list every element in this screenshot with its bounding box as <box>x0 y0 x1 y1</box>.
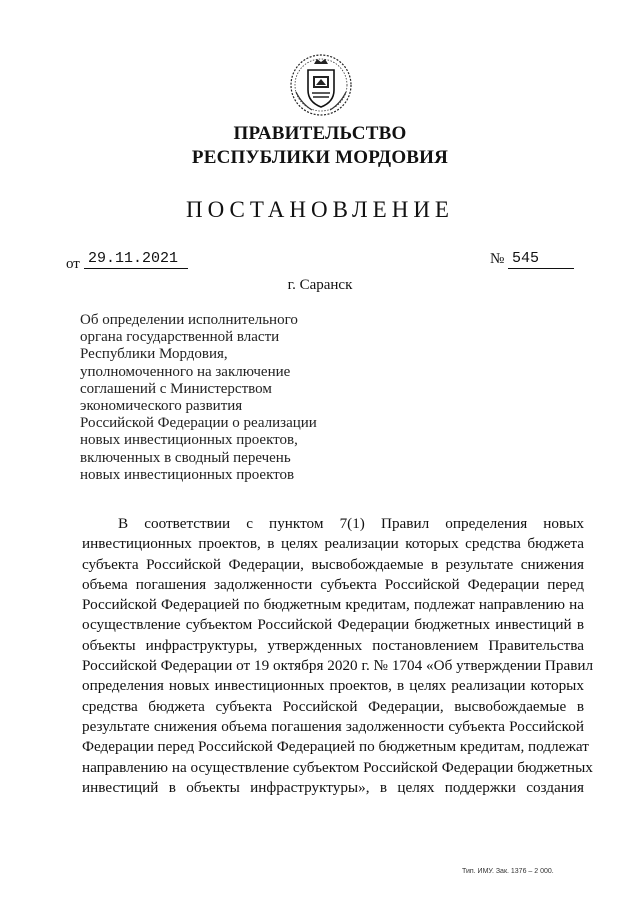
subject-line: соглашений с Министерством <box>80 380 272 397</box>
body-line: инвестиционных проектов, в целях реализации которых средства бюджета <box>82 535 584 553</box>
print-mark: Тип. ИМУ. Зак. 1376 – 2 000. <box>462 868 554 875</box>
document-date: 29.11.2021 <box>84 250 188 269</box>
subject-line: Об определении исполнительного <box>80 312 298 328</box>
subject-line: органа государственной власти <box>80 329 280 346</box>
date-prefix: от <box>66 256 80 272</box>
subject-line: новых инвестиционных проектов, <box>80 432 298 449</box>
body-line: результате снижения объема погашения задолженности субъекта Российской <box>82 717 584 735</box>
body-line: инвестиций в объекты инфраструктуры», в целях поддержки создания <box>82 778 584 796</box>
body-line: направлению на осуществление субъектом Российской Федерации бюджетных <box>82 758 593 776</box>
body-line: Российской Федерацией по бюджетным кредитам, подлежат направлению на <box>82 596 584 614</box>
body-line: средства бюджета субъекта Российской Федерации, высвобождаемые в <box>82 697 584 715</box>
subject-line: Российской Федерации о реализации <box>80 415 317 432</box>
government-title-line2: РЕСПУБЛИКИ МОРДОВИЯ <box>191 147 449 168</box>
body-line: осуществление субъектом Российской Федерации бюджетных инвестиций в <box>82 616 584 634</box>
subject-line: уполномоченного на заключение <box>80 363 291 380</box>
coat-of-arms-icon <box>288 52 354 118</box>
subject-line: экономического развития <box>80 398 243 415</box>
body-line: В соответствии с пунктом 7(1) Правил определения новых <box>118 515 584 532</box>
document-subject <box>80 312 350 484</box>
city-label: г. Саранск <box>287 277 353 293</box>
government-title-line1: ПРАВИТЕЛЬСТВО <box>233 123 407 144</box>
subject-line: новых инвестиционных проектов <box>80 466 295 483</box>
body-line: объема погашения задолженности субъекта Российской Федерации перед <box>82 575 584 593</box>
body-line: Федерации перед Российской Федерацией по бюджетным кредитам, подлежат <box>82 738 589 756</box>
subject-line: включенных в сводный перечень <box>80 449 291 466</box>
document-number: 545 <box>508 250 574 269</box>
body-paragraph <box>82 514 594 798</box>
number-prefix: № <box>490 251 505 267</box>
subject-line: Республики Мордовия, <box>80 346 228 363</box>
body-line: объекты инфраструктуры, утвержденных постановлением Правительства <box>82 636 584 654</box>
body-line: субъекта Российской Федерации, высвобождаемые в результате снижения <box>82 555 584 573</box>
body-line: Российской Федерации от 19 октября 2020 г. № 1704 «Об утверждении Правил <box>82 657 594 675</box>
body-line: определения новых инвестиционных проектов, в целях реализации которых <box>82 677 584 695</box>
document-type-heading: ПОСТАНОВЛЕНИЕ <box>186 197 454 222</box>
